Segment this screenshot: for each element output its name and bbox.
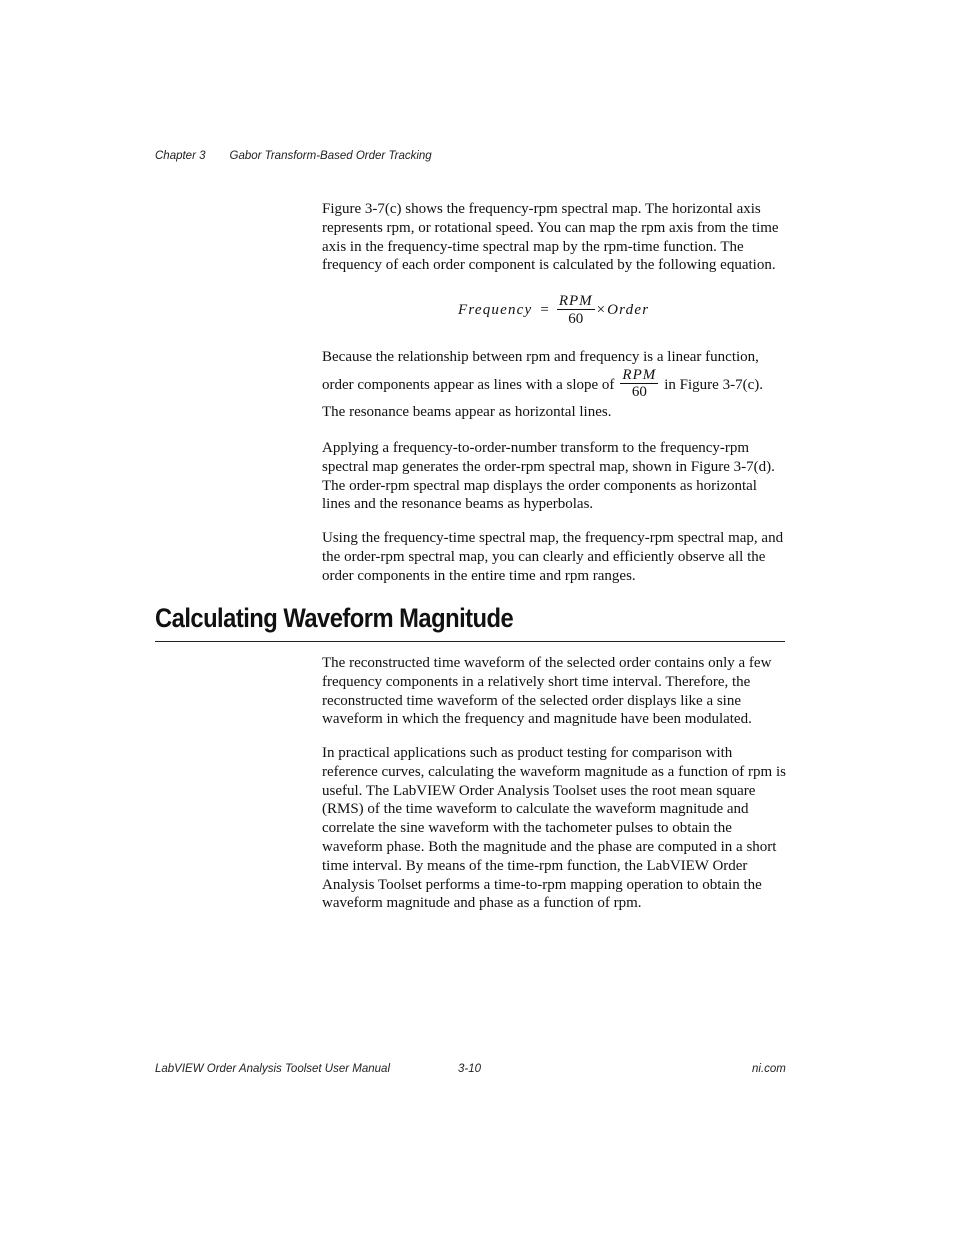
paragraph-text: Applying a frequency-to-order-number transform to the frequency-rpm spectral map generates the order-rpm spectral map, shown in Figure 3-7(d). The order-rpm spectral map displays the order components as horizontal lines and the resonance beams as hyperbolas. <box>322 440 775 513</box>
inline-fraction-numerator: RPM <box>622 366 657 383</box>
heading-rule <box>155 641 785 642</box>
equation-rhs: Order <box>607 301 650 318</box>
paragraph-line-1: Because the relationship between rpm and frequency is a linear function, <box>322 349 759 365</box>
footer-manual-title: LabVIEW Order Analysis Toolset User Manual <box>155 1063 390 1075</box>
paragraph-frequency-rpm-map <box>322 200 786 275</box>
inline-fraction <box>620 367 658 400</box>
equation-fraction <box>557 293 595 327</box>
fraction-numerator: RPM <box>558 293 593 309</box>
running-header <box>155 150 432 162</box>
paragraph-reconstructed-waveform <box>322 654 786 729</box>
equation-times: × <box>596 301 606 318</box>
paragraph-line-2 <box>322 366 786 402</box>
equation-equals: = <box>540 301 549 318</box>
paragraph-text: Figure 3-7(c) shows the frequency-rpm spectral map. The horizontal axis represents rpm, or rotational speed. You can map the rpm axis from the time axis in the frequency-time spectral map by the rpm-time function. The frequency of each order component is calculated by the following equation. <box>322 201 779 274</box>
paragraph-text: The reconstructed time waveform of the selected order contains only a few frequency components in a relatively short time interval. Therefore, the reconstructed time waveform of the selected order displays like a sine waveform in which the frequency and magnitude have been modulated. <box>322 655 772 728</box>
paragraph-spectral-maps-summary <box>322 529 786 585</box>
equation-lhs: Frequency <box>458 301 533 318</box>
section-heading: Calculating Waveform Magnitude <box>155 603 514 633</box>
paragraph-text: Using the frequency-time spectral map, the frequency-rpm spectral map, and the order-rpm spectral map, you can clearly and efficiently observe all the order components in the entire time and rpm ranges. <box>322 530 784 584</box>
chapter-title: Gabor Transform-Based Order Tracking <box>229 150 432 162</box>
slope-text-after: in Figure 3-7(c). <box>664 376 763 393</box>
footer-page-number: 3-10 <box>458 1063 482 1075</box>
paragraph-text: In practical applications such as product testing for comparison with reference curves, calculating the waveform magnitude as a function of rpm is useful. The LabVIEW Order Analysis Toolset uses the root mean square (RMS) of the time waveform to calculate the waveform magnitude and correlate the sine waveform with the tachometer pulses to obtain the waveform phase. Both the magnitude and the phase are computed in a short time interval. By means of the time-rpm function, the LabVIEW Order Analysis Toolset performs a time-to-rpm mapping operation to obtain the waveform magnitude and phase as a function of rpm. <box>322 745 786 912</box>
paragraph-order-rpm-map <box>322 439 786 514</box>
fraction-denominator: 60 <box>568 311 584 327</box>
inline-fraction-denominator: 60 <box>631 383 647 400</box>
slope-text-before: order components appear as lines with a slope of <box>322 376 615 393</box>
paragraph-line-3: The resonance beams appear as horizontal lines. <box>322 403 612 420</box>
paragraph-linear-relationship <box>322 348 786 422</box>
frequency-equation <box>458 293 649 327</box>
chapter-number: Chapter 3 <box>155 150 206 162</box>
paragraph-practical-applications <box>322 744 786 913</box>
footer-website: ni.com <box>752 1063 786 1075</box>
